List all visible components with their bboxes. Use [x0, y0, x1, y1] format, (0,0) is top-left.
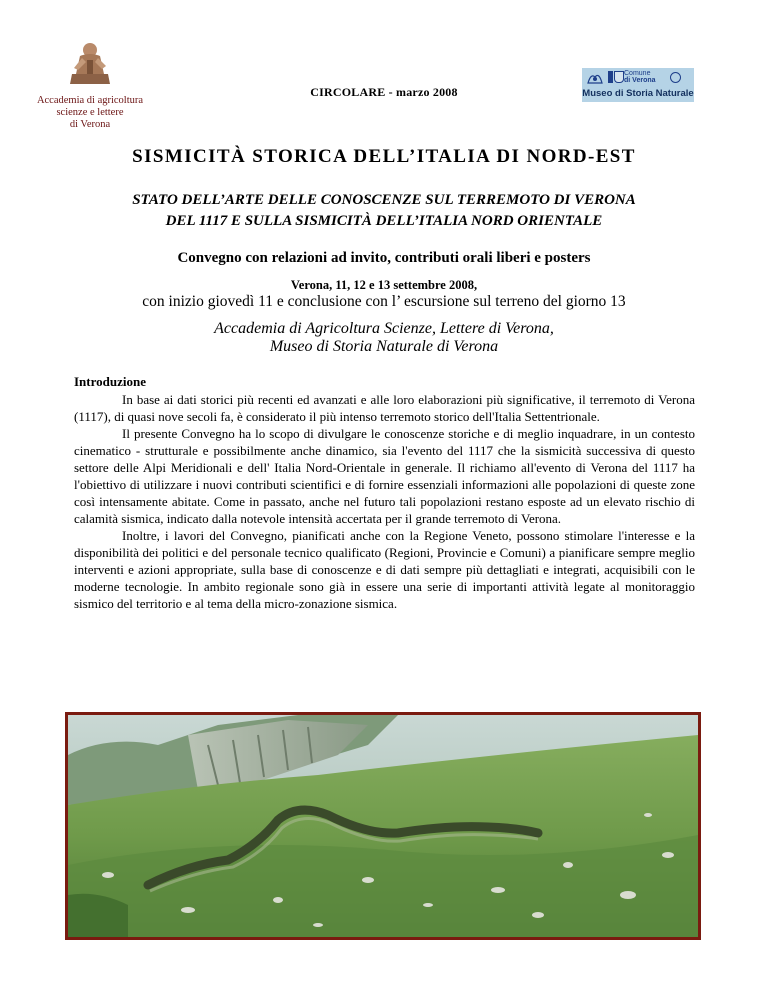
event-type: Convegno con relazioni ad invito, contributi orali liberi e posters [177, 250, 591, 266]
event-dates: Verona, 11, 12 e 13 settembre 2008, [290, 278, 478, 292]
introduction-body [74, 391, 695, 612]
introduction-heading: Introduzione [74, 374, 146, 389]
intro-paragraph-2: Il presente Convegno ha lo scopo di divulgare le conoscenze storiche e di meglio inquadrare, in un contesto cinematico - strutturale e possibilmente anche dinamico, sia l'evento del 1117 che la sismicità successiva di questo settore delle Alpi Meridionali e dell' Italia Nord-Orientale in generale. Il richiamo all'evento di Verona del 1117 ha l'obiettivo di utilizzare i nuovi contributi scientifici e di fornire essenziali informazioni alle popolazioni di queste zone così intensamente abitate. Come in passato, anche nel futuro tali popolazioni restano esposte ad un elevato rischio di calamità sismica, indicato dalla notevole intensità accertata per il grande terremoto di Verona. [74, 426, 695, 526]
subtitle-line-1: STATO DELL’ARTE DELLE CONOSCENZE SUL TERREMOTO DI VERONA [132, 192, 636, 208]
organizer-academy: Accademia di Agricoltura Scienze, Lettere di Verona, [214, 320, 554, 337]
intro-paragraph-1: In base ai dati storici più recenti ed avanzati e alle loro elaborazioni più significative, il terremoto di Verona (1117), di quasi nove secoli fa, è considerato il più intenso terremoto storico dell'Italia Settentrionale. [74, 392, 695, 424]
academy-sculpture-icon [60, 40, 120, 86]
comune-city-label: di Verona [624, 77, 656, 84]
academy-logo [60, 40, 120, 86]
crest-icon [614, 71, 624, 83]
landscape-photo [65, 712, 701, 940]
seal-icon [670, 72, 681, 83]
museum-logo [582, 68, 694, 102]
comune-label: Comune [624, 70, 651, 77]
document-title: SISMICITÀ STORICA DELL’ITALIA DI NORD-EST [132, 146, 636, 167]
academy-name-line-1: Accademia di agricoltura [36, 95, 144, 106]
museum-emblem-icon [586, 71, 604, 85]
event-dates-text: Verona, 11, 12 e 13 settembre 2008 [290, 278, 474, 292]
organizers [0, 320, 768, 356]
flag-icon [608, 71, 613, 83]
academy-name-line-2: scienze e lettere [56, 107, 124, 118]
organizer-museum: Museo di Storia Naturale di Verona [269, 338, 499, 355]
museum-name: Museo di Storia Naturale [582, 88, 694, 99]
academy-name [20, 95, 160, 131]
intro-paragraph-3: Inoltre, i lavori del Convegno, pianificati anche con la Regione Veneto, possono stimolare l'interesse e la disponibilità dei politici e del personale tecnico qualificato (Regioni, Provincie e Comuni) a pianificare sempre meglio interventi e azioni appropriate, sulla base di conoscenze e di dati sempre più dettagliati e integrati, acquisibili con le moderne tecnologie. In ambito regionale sono già in essere una serie di importanti attività legate al monitoraggio sismico del territorio e al tema della micro-zonazione sismica. [74, 528, 695, 611]
circular-date: CIRCOLARE - marzo 2008 [310, 85, 458, 99]
document-subtitle [40, 190, 728, 232]
academy-name-line-3: di Verona [69, 119, 111, 130]
subtitle-line-2: DEL 1117 E SULLA SISMICITÀ DELL’ITALIA NORD ORIENTALE [165, 213, 603, 229]
event-program: con inizio giovedì 11 e conclusione con l’ escursione sul terreno del giorno 13 [142, 293, 626, 310]
fault-scarp-landscape-image [68, 715, 698, 937]
